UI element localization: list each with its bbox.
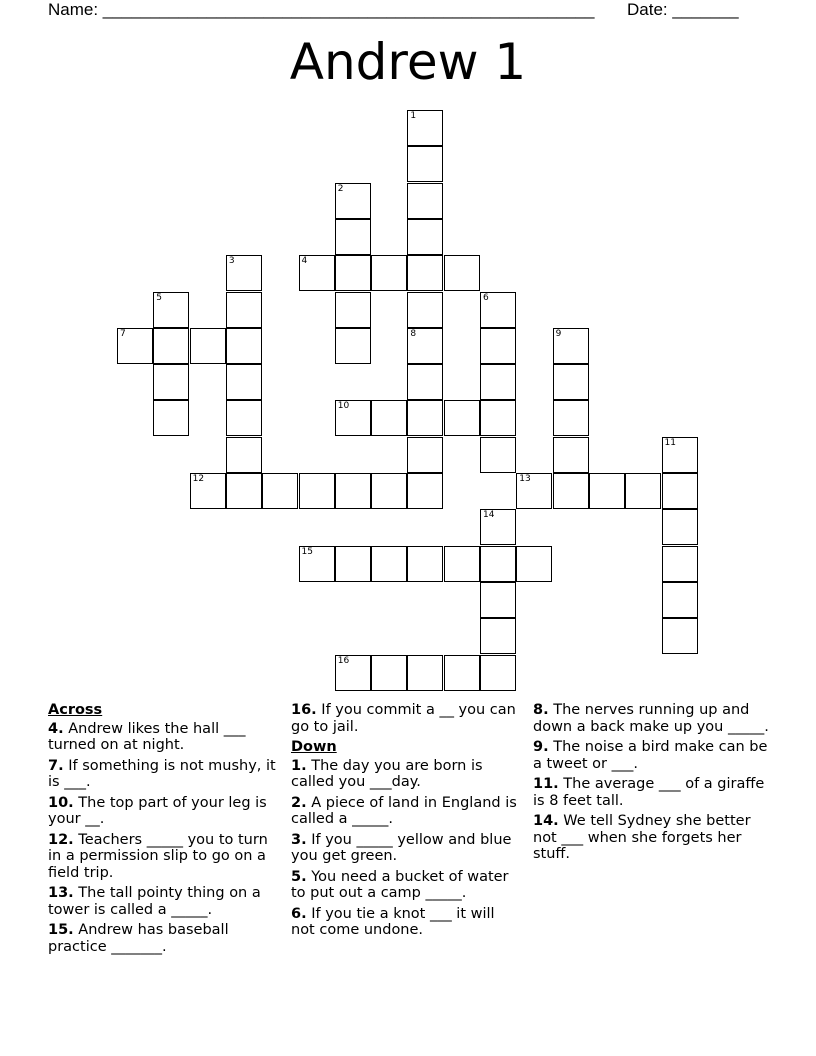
clues-column-1 [48,702,276,959]
crossword-cell[interactable] [444,655,480,691]
crossword-cell[interactable] [226,437,262,473]
clue-text: Andrew likes the hall ___ turned on at night. [48,720,246,753]
clue-number: 2. [291,794,307,811]
date-field-label: Date: _______ [627,0,739,19]
crossword-cell[interactable] [480,292,516,328]
clue-across-13 [48,885,276,918]
cell-number: 9 [555,328,562,339]
clue-number: 3. [291,831,307,848]
cell-number: 3 [228,256,235,267]
name-field-label: Name: ____________________________________________________ [48,0,595,19]
crossword-cell[interactable] [480,618,516,654]
clue-number: 9. [533,739,549,755]
clue-text: You need a bucket of water to put out a camp _____. [291,868,509,901]
clue-number: 5. [291,868,307,885]
crossword-cell[interactable] [371,546,407,582]
crossword-cell[interactable] [226,328,262,364]
cell-number: 1 [410,111,417,121]
crossword-cell[interactable] [407,183,443,219]
clue-number: 11. [533,776,559,792]
crossword-cell[interactable] [335,219,371,255]
puzzle-title: Andrew 1 [289,33,527,91]
clue-number: 10. [48,794,74,811]
crossword-cell[interactable] [553,364,589,400]
crossword-cell[interactable] [371,655,407,691]
cell-number: 5 [156,292,163,303]
crossword-cell[interactable] [335,183,371,219]
crossword-cell[interactable] [335,255,371,291]
crossword-cell[interactable] [226,473,262,509]
crossword-cell[interactable] [480,437,516,473]
clue-number: 4. [48,720,64,737]
crossword-cell[interactable] [299,255,335,291]
clue-down-8 [533,702,769,735]
clue-down-9 [533,739,769,772]
crossword-cell[interactable] [371,255,407,291]
cell-number: 11 [664,437,676,448]
crossword-cell[interactable] [662,618,698,654]
cell-number: 8 [410,328,417,339]
down-heading: Down [291,739,337,755]
crossword-cell[interactable] [480,364,516,400]
crossword-cell[interactable] [335,473,371,509]
cell-number: 6 [483,292,489,303]
clue-number: 6. [291,905,307,922]
crossword-cell[interactable] [371,473,407,509]
crossword-cell[interactable] [480,328,516,364]
crossword-cell[interactable] [407,400,443,436]
clue-across-7 [48,758,276,791]
crossword-cell[interactable] [335,328,371,364]
clue-text: A piece of land in England is called a _____. [291,794,517,827]
crossword-cell[interactable] [662,437,698,473]
clue-down-11 [533,776,769,809]
crossword-cell[interactable] [262,473,298,509]
crossword-cell[interactable] [226,400,262,436]
clue-number: 12. [48,831,74,848]
clue-number: 1. [291,757,307,774]
crossword-cell[interactable] [335,292,371,328]
clue-down-14 [533,813,769,863]
clue-number: 13. [48,885,74,901]
crossword-cell[interactable] [226,292,262,328]
crossword-cell[interactable] [299,546,335,582]
cell-number: 10 [337,401,350,412]
crossword-cell[interactable] [407,328,443,364]
crossword-cell[interactable] [625,473,661,509]
crossword-cell[interactable] [662,509,698,545]
clue-number: 15. [48,922,74,938]
crossword-cell[interactable] [553,437,589,473]
clue-across-15 [48,922,276,955]
crossword-cell[interactable] [516,546,552,582]
clue-text: If you tie a knot ___ it will not come undone. [291,905,495,938]
crossword-cell[interactable] [153,328,189,364]
crossword-cell[interactable] [480,400,516,436]
crossword-cell[interactable] [335,655,371,691]
cell-number: 14 [483,510,495,521]
crossword-cell[interactable] [480,582,516,618]
crossword-cell[interactable] [226,364,262,400]
clue-text: Teachers _____ you to turn in a permission slip to go on a field trip. [48,831,268,881]
clue-text: The noise a bird make can be a tweet or ___. [533,739,768,772]
cell-number: 15 [301,546,313,557]
crossword-cell[interactable] [190,328,226,364]
crossword-cell[interactable] [662,473,698,509]
clue-across-12 [48,832,276,882]
crossword-cell[interactable] [407,655,443,691]
clues-column-2 [291,702,519,943]
crossword-cell[interactable] [407,546,443,582]
crossword-cell[interactable] [153,400,189,436]
crossword-cell[interactable] [117,328,153,364]
cell-number: 12 [192,474,205,484]
across-heading: Across [48,702,103,718]
clue-down-3 [291,832,519,865]
crossword-cell[interactable] [480,655,516,691]
crossword-cell[interactable] [407,146,443,182]
clues-column-3 [533,702,769,867]
clue-down-5 [291,869,519,902]
crossword-cell[interactable] [407,110,443,146]
cell-number: 16 [337,655,350,666]
crossword-cell[interactable] [444,546,480,582]
crossword-cell[interactable] [407,292,443,328]
crossword-cell[interactable] [480,546,516,582]
crossword-cell[interactable] [226,255,262,291]
clue-number: 8. [533,702,549,718]
crossword-cell[interactable] [480,509,516,545]
clue-text: Andrew has baseball practice _______. [48,922,229,955]
clue-down-1 [291,758,519,791]
clue-text: The nerves running up and down a back make up you _____. [533,702,769,735]
cell-number: 13 [519,474,531,484]
clue-text: If something is not mushy, it is ___. [48,757,276,790]
crossword-cell[interactable] [335,546,371,582]
crossword-cell[interactable] [589,473,625,509]
crossword-cell[interactable] [190,473,226,509]
crossword-cell[interactable] [335,400,371,436]
crossword-cell[interactable] [299,473,335,509]
crossword-cell[interactable] [662,582,698,618]
clue-across-4 [48,721,276,754]
crossword-cell[interactable] [153,364,189,400]
crossword-cell[interactable] [407,437,443,473]
crossword-cell[interactable] [407,219,443,255]
cell-number: 2 [337,183,344,194]
clue-text: We tell Sydney she better not ___ when she forgets her stuff. [533,813,751,862]
clue-text: If you _____ yellow and blue you get green. [291,831,512,864]
clue-down-6 [291,906,519,939]
clue-text: The top part of your leg is your __. [48,794,267,827]
clue-text: The average ___ of a giraffe is 8 feet tall. [533,776,765,809]
clue-number: 16. [291,702,317,718]
clue-text: If you commit a __ you can go to jail. [291,702,516,735]
clue-number: 7. [48,757,64,774]
crossword-cell[interactable] [553,328,589,364]
crossword-cell[interactable] [444,255,480,291]
crossword-cell[interactable] [516,473,552,509]
crossword-cell[interactable] [444,400,480,436]
clue-text: The tall pointy thing on a tower is called a _____. [48,885,261,918]
crossword-cell[interactable] [553,473,589,509]
clue-text: The day you are born is called you ___day. [291,757,483,790]
crossword-cell[interactable] [662,546,698,582]
cell-number: 4 [301,256,308,267]
clue-number: 14. [533,813,559,829]
crossword-cell[interactable] [407,255,443,291]
clue-down-2 [291,795,519,828]
clue-across-10 [48,795,276,828]
crossword-cell[interactable] [407,364,443,400]
crossword-cell[interactable] [553,400,589,436]
cell-number: 7 [120,328,126,339]
crossword-cell[interactable] [153,292,189,328]
crossword-cell[interactable] [371,400,407,436]
crossword-cell[interactable] [407,473,443,509]
clue-across-16 [291,702,519,735]
